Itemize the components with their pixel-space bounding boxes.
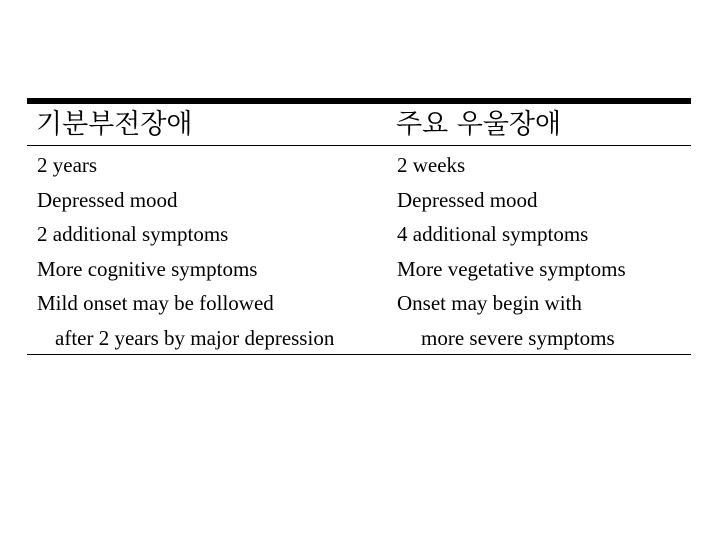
table-cell: More vegetative symptoms xyxy=(397,256,626,281)
comparison-table xyxy=(27,98,691,355)
table-cell: 2 years xyxy=(37,153,98,177)
table-cell: Depressed mood xyxy=(37,187,178,212)
table-cell: after 2 years by major depression xyxy=(55,325,335,350)
table-body-row xyxy=(27,146,691,354)
table-cell: Mild onset may be followed xyxy=(37,291,274,316)
table-cell: More cognitive symptoms xyxy=(37,256,258,281)
table-cell: Onset may begin with xyxy=(397,291,582,316)
table-cell: more severe symptoms xyxy=(421,325,615,350)
header-dysthymia: 기분부전장애 xyxy=(36,109,193,140)
table-cell: 2 additional symptoms xyxy=(37,222,229,247)
table-cell: 2 weeks xyxy=(397,153,466,177)
table-cell: Depressed mood xyxy=(397,187,538,212)
table-header-row xyxy=(27,104,691,145)
column-major-depression xyxy=(397,146,626,356)
table-cell: 4 additional symptoms xyxy=(397,222,589,247)
header-major-depression: 주요 우울장애 xyxy=(396,109,562,140)
column-dysthymia xyxy=(37,146,334,356)
